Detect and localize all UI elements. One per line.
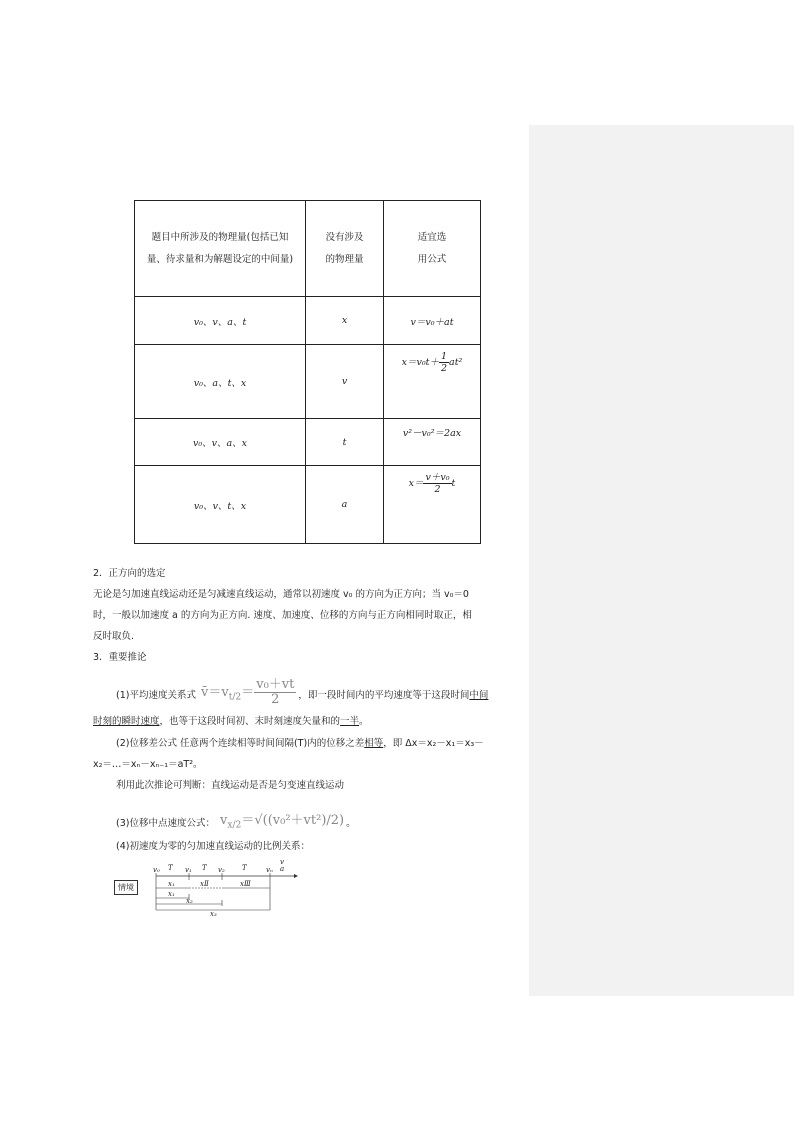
table-header-row <box>135 201 481 297</box>
missing-cell: t <box>306 419 384 466</box>
diagram-label: T <box>168 864 173 872</box>
item3-line: (3)位移中点速度公式： $v_{x/2}=√((v_0^2+vt^2)/2)$ 。 <box>116 806 526 841</box>
section3-heading: 3．重要推论 <box>93 652 147 663</box>
diagram-label: T <box>242 864 247 872</box>
diagram-label: v₂ <box>218 866 225 874</box>
table-row <box>135 466 481 544</box>
midpoint-velocity-formula: $v_{x/2}=√((v_0^2+vt^2)/2)$ <box>220 813 345 831</box>
item2-note: 利用此次推论可判断：直线运动是否是匀变速直线运动 <box>116 780 345 791</box>
table-row <box>135 297 481 345</box>
diagram-label: a <box>280 865 285 873</box>
diagram-label: v <box>280 858 284 866</box>
quantities-cell: v₀、v、t、x <box>135 466 306 544</box>
diagram-label: xⅡ <box>200 880 209 888</box>
diagram-label: vₙ <box>266 866 273 874</box>
table-row <box>135 419 481 466</box>
missing-cell: v <box>306 345 384 419</box>
diagram-label: x₁ <box>168 890 175 898</box>
item1-line1: (1)平均速度关系式 $v̄=v_{t/2}=$ $\frac{\text{v₀＋vt}}{2}$ ，即一段时间内的平均速度等于这段时间中间 <box>116 678 526 713</box>
missing-cell: a <box>306 466 384 544</box>
item4-line: (4)初速度为零的匀加速直线运动的比例关系： <box>116 841 310 852</box>
header-quantities: 题目中所涉及的物理量(包括已知 量、待求量和为解题设定的中间量) <box>135 201 306 297</box>
diagram-label: xⅢ <box>240 880 251 888</box>
formula-cell: v²－v₀²＝2ax <box>384 419 481 466</box>
quantities-cell: v₀、a、t、x <box>135 345 306 419</box>
quantities-cell: v₀、v、a、t <box>135 297 306 345</box>
formula-cell: x＝v₀t＋ $\frac{1}{2}$ at² <box>384 345 481 419</box>
formula-cell: x＝ $\frac{\text{v＋v₀}}{2}$ t <box>384 466 481 544</box>
header-missing: 没有涉及 的物理量 <box>306 201 384 297</box>
comment-pane <box>529 125 794 996</box>
fraction: $\frac{1}{2}$ <box>441 351 448 374</box>
item2-line2: x₂＝…＝xₙ－xₙ₋₁＝aT²。 <box>93 759 203 770</box>
average-velocity-formula: $v̄=v_{t/2}=$ $\frac{\text{v₀＋vt}}{2}$ <box>201 677 295 707</box>
item2-line1: (2)位移差公式 任意两个连续相等时间间隔(T)内的位移之差相等，即 Δx＝x₂－x₁＝x₃－ <box>116 738 484 749</box>
diagram-label: x₂ <box>186 897 193 905</box>
section2-line2: 时，一般以加速度 a 的方向为正方向. 速度、加速度、位移的方向与正方向相同时取正，相 <box>93 610 472 621</box>
item1-line2: 时刻的瞬时速度，也等于这段时间初、末时刻速度矢量和的一半。 <box>93 716 369 727</box>
diagram-label: x₃ <box>210 910 217 918</box>
missing-cell: x <box>306 297 384 345</box>
proportion-diagram <box>112 858 312 920</box>
diagram-label: x₁ <box>168 880 175 888</box>
quantities-cell: v₀、v、a、x <box>135 419 306 466</box>
diagram-label: v₀ <box>153 866 160 874</box>
diagram-label: v₁ <box>185 866 192 874</box>
formula-cell: v＝v₀＋at <box>384 297 481 345</box>
header-formula: 适宜选 用公式 <box>384 201 481 297</box>
table-row <box>135 345 481 419</box>
scenario-label: 情境 <box>114 880 138 895</box>
diagram-label: T <box>202 864 207 872</box>
formula-selection-table <box>134 200 481 544</box>
fraction: $\frac{\text{v＋v₀}}{2}$ <box>425 472 450 495</box>
section2-heading: 2．正方向的选定 <box>93 568 166 579</box>
section2-line1: 无论是匀加速直线运动还是匀减速直线运动，通常以初速度 v₀ 的方向为正方向；当 v₀＝0 <box>93 589 469 600</box>
section2-line3: 反时取负. <box>93 631 135 642</box>
